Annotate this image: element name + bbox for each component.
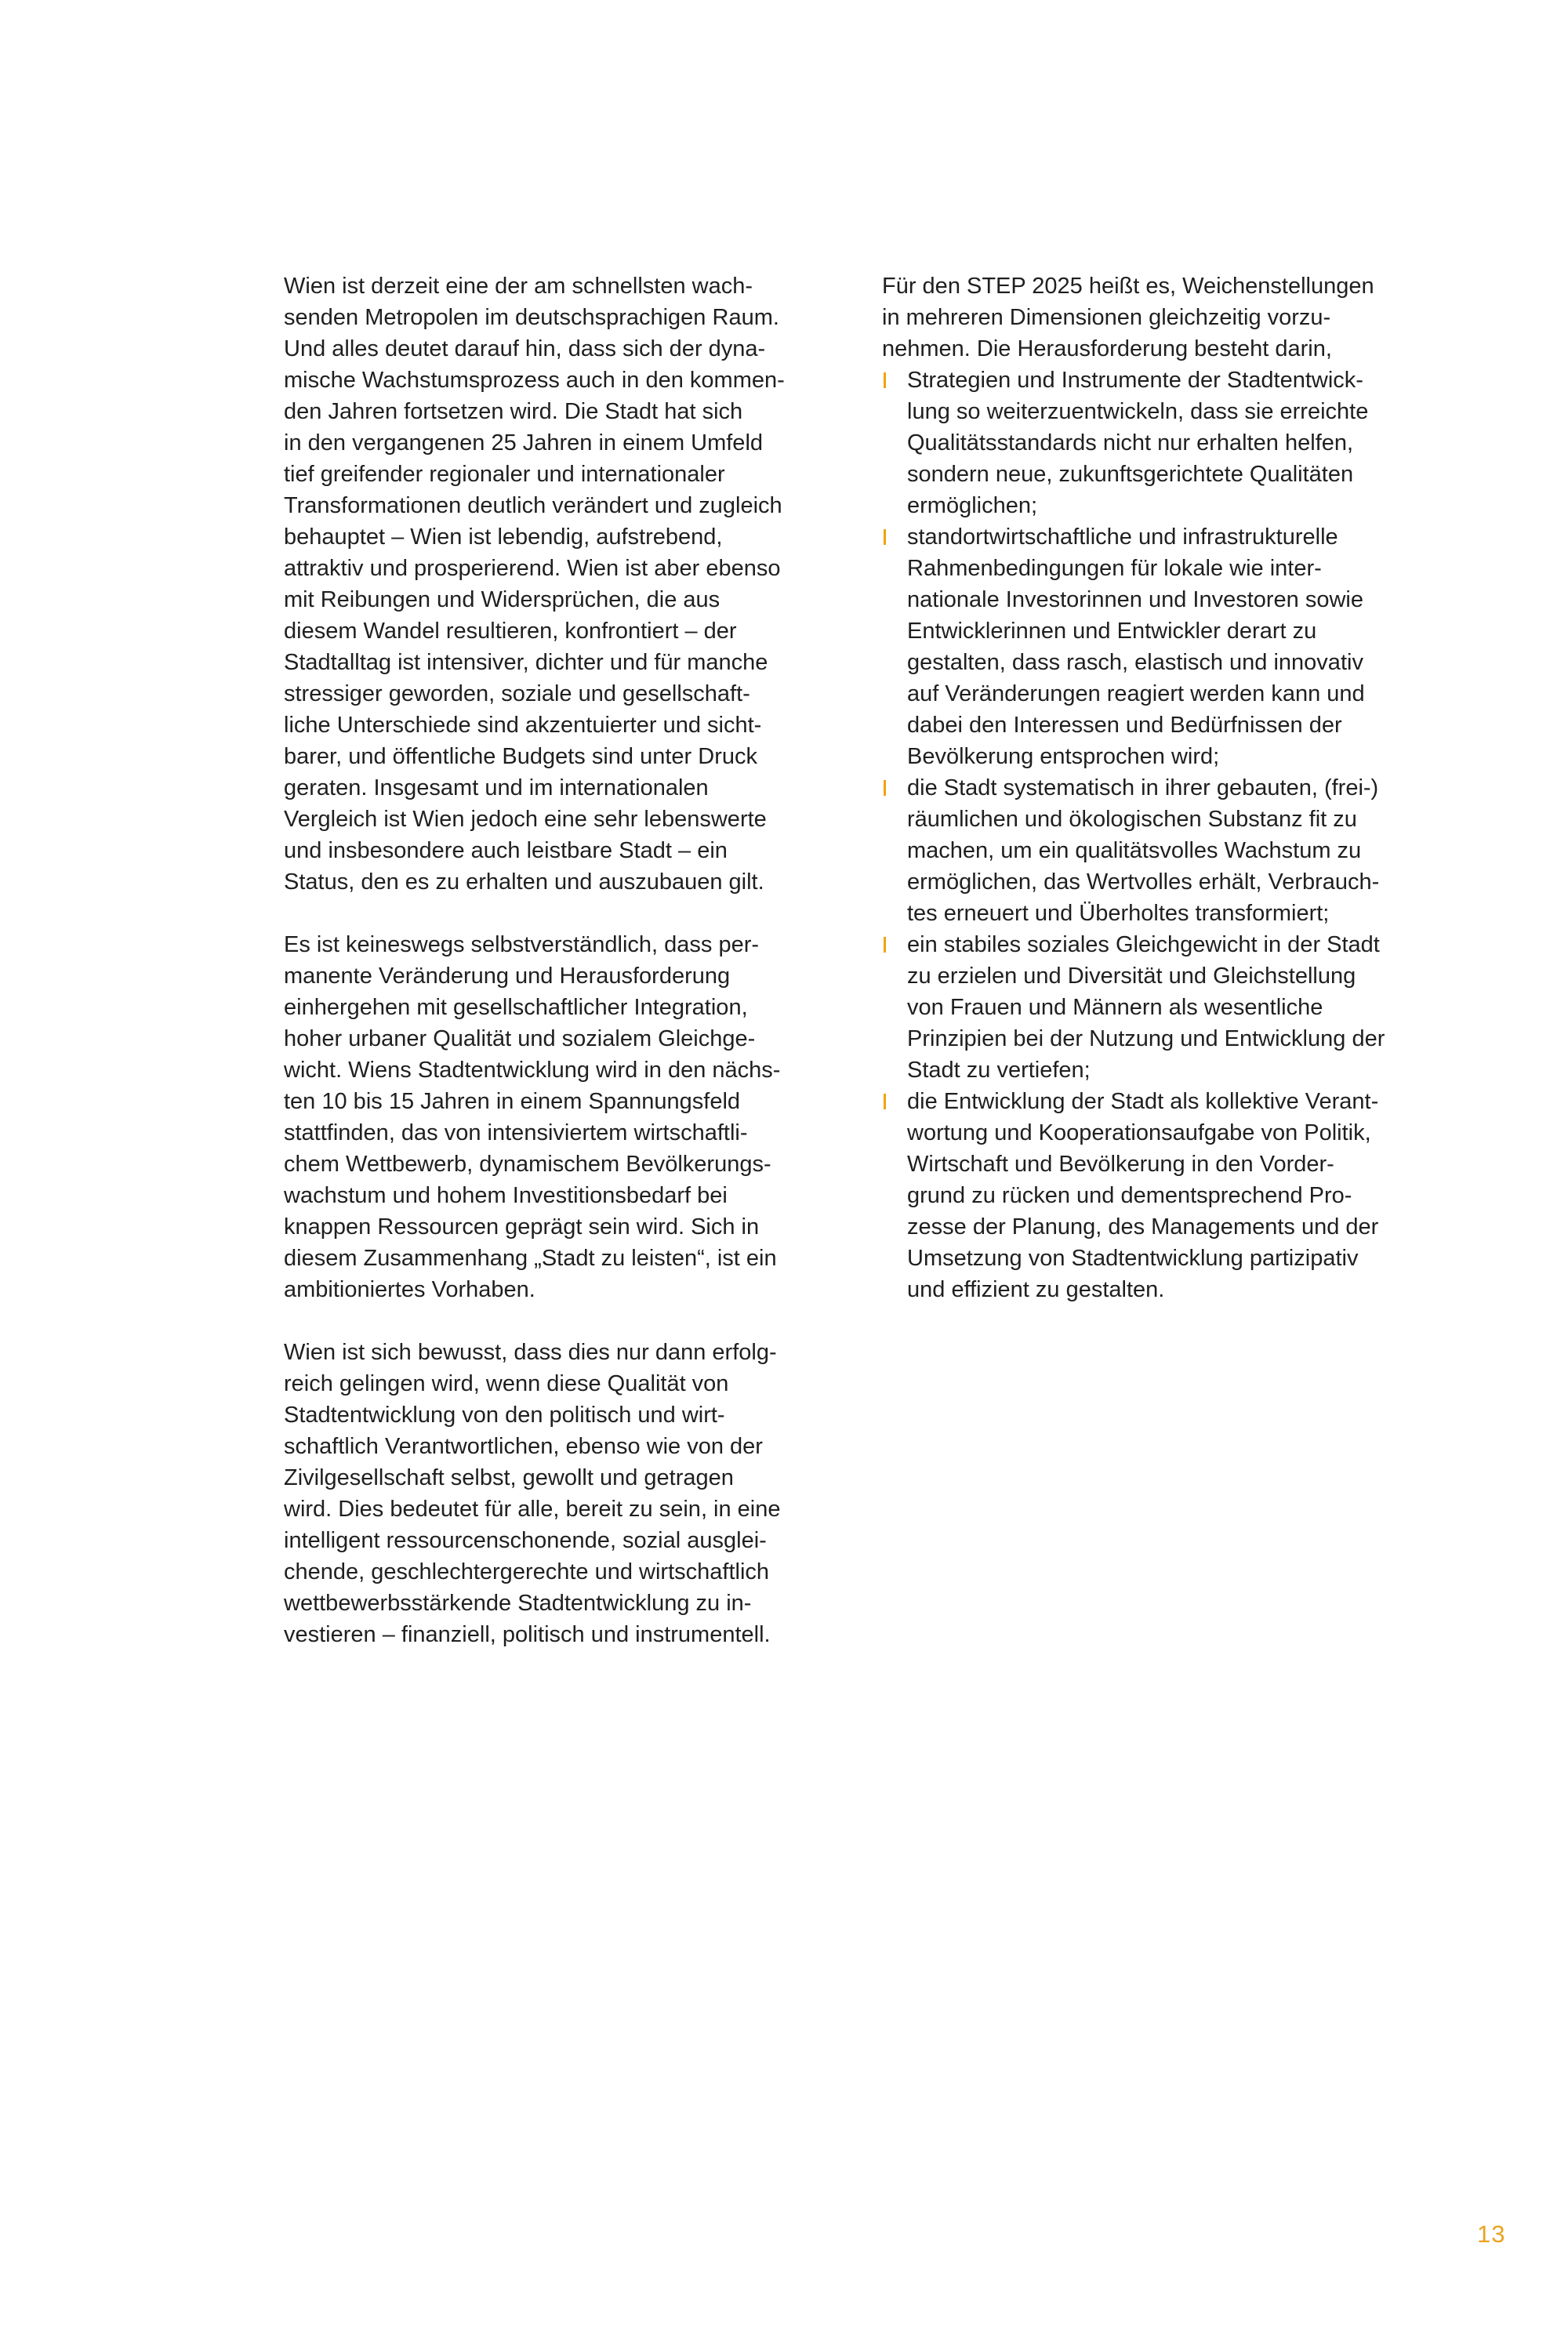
left-column <box>284 270 829 1682</box>
text-line: Rahmenbedingungen für lokale wie inter- <box>907 556 1322 581</box>
text-line: ambitioniertes Vorhaben. <box>284 1277 535 1302</box>
paragraph-vienna-growth <box>284 270 829 898</box>
challenges-bullet-list <box>882 365 1431 1305</box>
text-line: Vergleich ist Wien jedoch eine sehr lebenswerte <box>284 807 767 832</box>
text-line: diesem Zusammenhang „Stadt zu leisten“, ist ein <box>284 1246 777 1271</box>
text-line: geraten. Insgesamt und im internationalen <box>284 775 709 800</box>
text-line: schaftlich Verantwortlichen, ebenso wie von der <box>284 1434 763 1459</box>
bullet-item <box>882 772 1431 929</box>
text-line: in mehreren Dimensionen gleichzeitig vorzu- <box>882 305 1331 330</box>
bullet-bar-icon <box>884 372 886 388</box>
text-line: ein stabiles soziales Gleichgewicht in der Stadt <box>907 932 1380 957</box>
text-line: behauptet – Wien ist lebendig, aufstrebend, <box>284 524 723 550</box>
text-line: zu erzielen und Diversität und Gleichstellung <box>907 964 1356 989</box>
text-line: auf Veränderungen reagiert werden kann und <box>907 681 1365 706</box>
text-line: machen, um ein qualitätsvolles Wachstum zu <box>907 838 1362 863</box>
text-line: sondern neue, zukunftsgerichtete Qualitäten <box>907 462 1354 487</box>
text-line: und insbesondere auch leistbare Stadt – ein <box>284 838 728 863</box>
text-line: diesem Wandel resultieren, konfrontiert – der <box>284 619 737 644</box>
text-line: Qualitätsstandards nicht nur erhalten helfen, <box>907 430 1354 456</box>
text-line: wird. Dies bedeutet für alle, bereit zu sein, in eine <box>284 1497 781 1522</box>
paragraph-urban-development <box>284 929 829 1305</box>
text-line: grund zu rücken und dementsprechend Pro- <box>907 1183 1352 1208</box>
text-line: räumlichen und ökologischen Substanz fit zu <box>907 807 1357 832</box>
text-line: Wien ist sich bewusst, dass dies nur dann erfolg- <box>284 1340 777 1365</box>
text-line: einhergehen mit gesellschaftlicher Integration, <box>284 995 748 1020</box>
text-line: knappen Ressourcen geprägt sein wird. Sich in <box>284 1214 760 1240</box>
text-line: Es ist keineswegs selbstverständlich, dass per- <box>284 932 760 957</box>
text-line: Strategien und Instrumente der Stadtentwick- <box>907 368 1363 393</box>
text-line: Stadt zu vertiefen; <box>907 1058 1091 1083</box>
text-line: Wirtschaft und Bevölkerung in den Vorder- <box>907 1152 1334 1177</box>
text-line: Bevölkerung entsprochen wird; <box>907 744 1220 769</box>
text-line: Prinzipien bei der Nutzung und Entwicklung der <box>907 1026 1385 1051</box>
text-line: mische Wachstumsprozess auch in den kommen- <box>284 368 785 393</box>
bullet-item <box>882 521 1431 772</box>
text-line: gestalten, dass rasch, elastisch und innovativ <box>907 650 1363 675</box>
right-column <box>882 270 1431 1305</box>
text-line: zesse der Planung, des Managements und der <box>907 1214 1379 1240</box>
text-line: die Stadt systematisch in ihrer gebauten, (frei-) <box>907 775 1379 800</box>
text-line: senden Metropolen im deutschsprachigen Raum. <box>284 305 779 330</box>
text-line: ermöglichen, das Wertvolles erhält, Verbrauch- <box>907 869 1380 895</box>
text-line: chem Wettbewerb, dynamischem Bevölkerungs- <box>284 1152 771 1177</box>
bullet-item <box>882 365 1431 521</box>
bullet-bar-icon <box>884 780 886 796</box>
text-line: wachstum und hohem Investitionsbedarf bei <box>284 1183 728 1208</box>
text-line: wettbewerbsstärkende Stadtentwicklung zu in- <box>284 1591 752 1616</box>
text-line: ermöglichen; <box>907 493 1038 518</box>
text-line: Und alles deutet darauf hin, dass sich der dyna- <box>284 336 766 361</box>
text-line: Entwicklerinnen und Entwickler derart zu <box>907 619 1317 644</box>
text-line: lung so weiterzuentwickeln, dass sie erreichte <box>907 399 1369 424</box>
text-line: Stadtalltag ist intensiver, dichter und für manche <box>284 650 768 675</box>
text-line: die Entwicklung der Stadt als kollektive Verant- <box>907 1089 1379 1114</box>
text-line: ten 10 bis 15 Jahren in einem Spannungsfeld <box>284 1089 741 1114</box>
text-line: Für den STEP 2025 heißt es, Weichenstellungen <box>882 274 1374 299</box>
text-line: wortung und Kooperationsaufgabe von Politik, <box>907 1120 1371 1145</box>
text-line: reich gelingen wird, wenn diese Qualität von <box>284 1371 729 1396</box>
text-line: den Jahren fortsetzen wird. Die Stadt hat sich <box>284 399 743 424</box>
text-line: tief greifender regionaler und internationaler <box>284 462 725 487</box>
text-line: von Frauen und Männern als wesentliche <box>907 995 1323 1020</box>
text-line: Zivilgesellschaft selbst, gewollt und getragen <box>284 1465 734 1490</box>
text-line: stattfinden, das von intensiviertem wirtschaftli- <box>284 1120 748 1145</box>
text-line: mit Reibungen und Widersprüchen, die aus <box>284 587 720 612</box>
bullet-item <box>882 929 1431 1086</box>
paragraph-step-2025-intro <box>882 270 1431 365</box>
text-line: und effizient zu gestalten. <box>907 1277 1165 1302</box>
text-line: tes erneuert und Überholtes transformiert; <box>907 901 1330 926</box>
text-line: hoher urbaner Qualität und sozialem Gleichge- <box>284 1026 756 1051</box>
text-line: Status, den es zu erhalten und auszubauen gilt. <box>284 869 764 895</box>
text-line: stressiger geworden, soziale und gesellschaft- <box>284 681 750 706</box>
text-line: wicht. Wiens Stadtentwicklung wird in den nächs- <box>284 1058 781 1083</box>
bullet-bar-icon <box>884 1094 886 1109</box>
text-line: chende, geschlechtergerechte und wirtschaftlich <box>284 1559 770 1584</box>
bullet-bar-icon <box>884 529 886 545</box>
text-line: vestieren – finanziell, politisch und instrumentell. <box>284 1622 771 1647</box>
text-line: Stadtentwicklung von den politisch und wirt- <box>284 1403 725 1428</box>
text-line: intelligent ressourcenschonende, sozial ausglei- <box>284 1528 767 1553</box>
text-line: manente Veränderung und Herausforderung <box>284 964 731 989</box>
text-line: dabei den Interessen und Bedürfnissen der <box>907 713 1342 738</box>
bullet-bar-icon <box>884 937 886 953</box>
text-line: Umsetzung von Stadtentwicklung partizipativ <box>907 1246 1359 1271</box>
page-number: 13 <box>1477 2220 1506 2248</box>
text-line: in den vergangenen 25 Jahren in einem Umfeld <box>284 430 764 456</box>
text-line: liche Unterschiede sind akzentuierter und sicht- <box>284 713 762 738</box>
text-line: attraktiv und prosperierend. Wien ist aber ebenso <box>284 556 781 581</box>
text-line: Transformationen deutlich verändert und zugleich <box>284 493 782 518</box>
text-line: nehmen. Die Herausforderung besteht darin, <box>882 336 1332 361</box>
text-line: Wien ist derzeit eine der am schnellsten wach- <box>284 274 753 299</box>
bullet-item <box>882 1086 1431 1305</box>
text-line: standortwirtschaftliche und infrastrukturelle <box>907 524 1338 550</box>
text-line: nationale Investorinnen und Investoren sowie <box>907 587 1363 612</box>
paragraph-shared-responsibility <box>284 1337 829 1650</box>
text-line: barer, und öffentliche Budgets sind unter Druck <box>284 744 758 769</box>
